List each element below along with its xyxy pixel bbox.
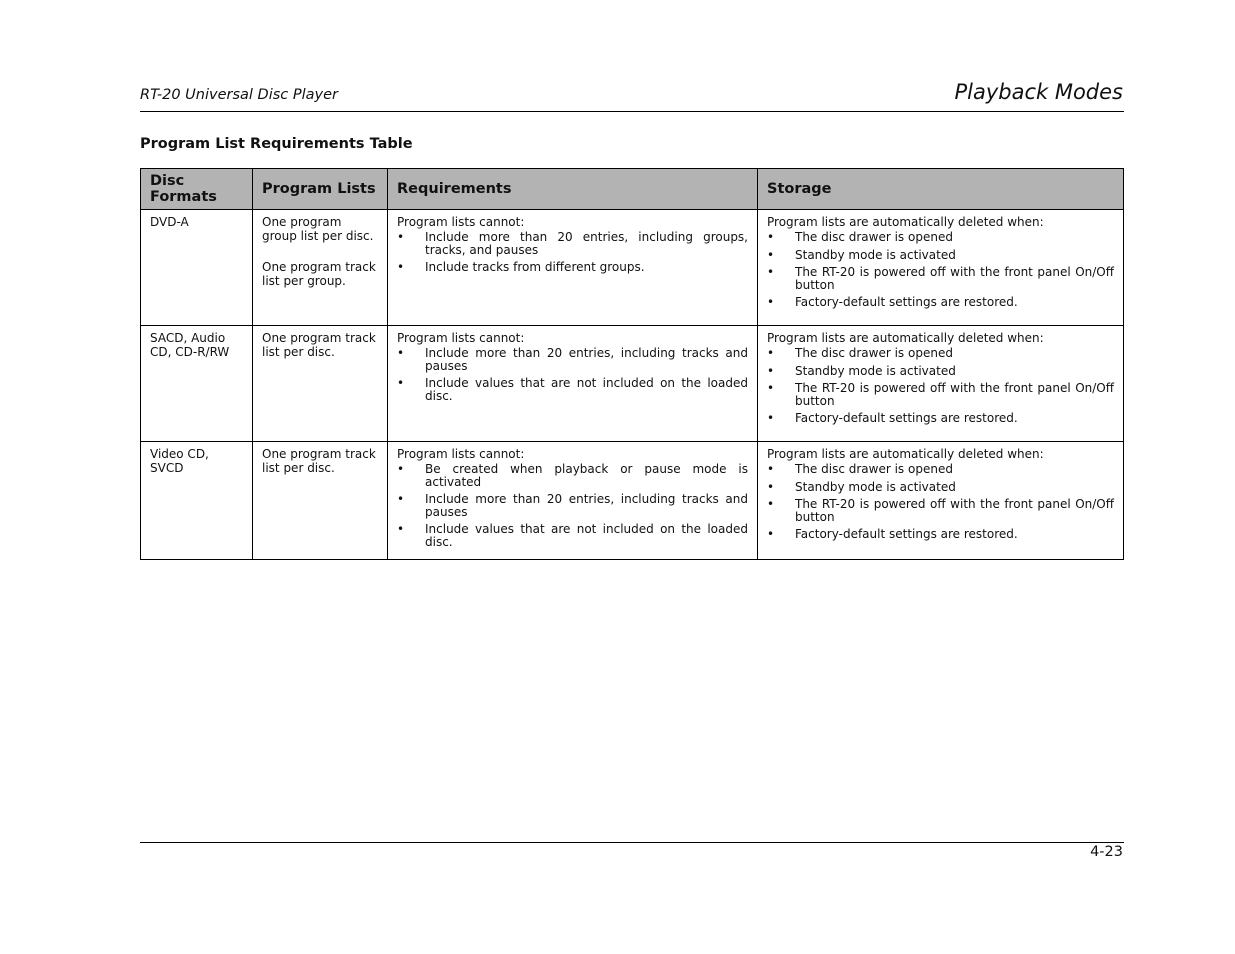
- bullet-item: • Include values that are not included on the loaded disc.: [397, 523, 748, 548]
- bullet-item: • Factory-default settings are restored.: [767, 412, 1114, 425]
- disc-format-cell: Video CD, SVCD: [141, 442, 253, 560]
- program-list-requirements-table: [140, 168, 1124, 560]
- requirements-intro: Program lists cannot:: [397, 447, 525, 461]
- requirements-list: [397, 347, 748, 402]
- program-list-text: One program group list per disc.: [262, 215, 374, 243]
- footer-divider: [140, 842, 1124, 843]
- bullet-item: • The disc drawer is opened: [767, 347, 1114, 360]
- bullet-item: • The RT-20 is powered off with the front panel On/Off button: [767, 498, 1114, 523]
- section-heading: Playback Modes: [954, 80, 1123, 104]
- column-header-requirements: Requirements: [388, 169, 758, 210]
- column-header-program-lists: Program Lists: [253, 169, 388, 210]
- page-number: 4-23: [1090, 844, 1123, 860]
- program-list-text: One program track list per group.: [262, 260, 376, 288]
- table-header-row: [141, 169, 1124, 210]
- requirements-list: [397, 463, 748, 548]
- storage-cell: [758, 326, 1124, 442]
- storage-cell: [758, 442, 1124, 560]
- disc-format-cell: SACD, Audio CD, CD-R/RW: [141, 326, 253, 442]
- bullet-item: • Standby mode is activated: [767, 365, 1114, 378]
- bullet-item: • Include more than 20 entries, including tracks and pauses: [397, 347, 748, 372]
- table-row: [141, 210, 1124, 326]
- program-lists-cell: [253, 326, 388, 442]
- requirements-cell: [388, 210, 758, 326]
- table-row: [141, 326, 1124, 442]
- bullet-item: • Factory-default settings are restored.: [767, 528, 1114, 541]
- bullet-item: • Standby mode is activated: [767, 249, 1114, 262]
- bullet-item: • The RT-20 is powered off with the front panel On/Off button: [767, 266, 1114, 291]
- bullet-item: • Be created when playback or pause mode is activated: [397, 463, 748, 488]
- program-list-text: One program track list per disc.: [262, 331, 376, 359]
- storage-list: [767, 347, 1114, 425]
- storage-intro: Program lists are automatically deleted when:: [767, 447, 1044, 461]
- bullet-item: • The disc drawer is opened: [767, 463, 1114, 476]
- disc-format-cell: DVD-A: [141, 210, 253, 326]
- bullet-item: • Factory-default settings are restored.: [767, 296, 1114, 309]
- requirements-intro: Program lists cannot:: [397, 331, 525, 345]
- requirements-intro: Program lists cannot:: [397, 215, 525, 229]
- table-title: Program List Requirements Table: [140, 136, 413, 152]
- storage-list: [767, 463, 1114, 541]
- column-header-storage: Storage: [758, 169, 1124, 210]
- storage-cell: [758, 210, 1124, 326]
- storage-intro: Program lists are automatically deleted when:: [767, 215, 1044, 229]
- table-row: [141, 442, 1124, 560]
- bullet-item: • Include values that are not included on the loaded disc.: [397, 377, 748, 402]
- program-lists-cell: [253, 442, 388, 560]
- bullet-item: • Include tracks from different groups.: [397, 261, 748, 274]
- bullet-item: • The disc drawer is opened: [767, 231, 1114, 244]
- requirements-list: [397, 231, 748, 274]
- bullet-item: • Include more than 20 entries, including groups, tracks, and pauses: [397, 231, 748, 256]
- storage-list: [767, 231, 1114, 309]
- requirements-cell: [388, 326, 758, 442]
- bullet-item: • The RT-20 is powered off with the front panel On/Off button: [767, 382, 1114, 407]
- program-lists-cell: [253, 210, 388, 326]
- bullet-item: • Include more than 20 entries, including tracks and pauses: [397, 493, 748, 518]
- document-title: RT-20 Universal Disc Player: [140, 87, 338, 103]
- header-divider: [140, 111, 1124, 112]
- program-list-text: One program track list per disc.: [262, 447, 376, 475]
- requirements-cell: [388, 442, 758, 560]
- table-body: [141, 210, 1124, 560]
- storage-intro: Program lists are automatically deleted when:: [767, 331, 1044, 345]
- bullet-item: • Standby mode is activated: [767, 481, 1114, 494]
- column-header-disc-formats: Disc Formats: [141, 169, 253, 210]
